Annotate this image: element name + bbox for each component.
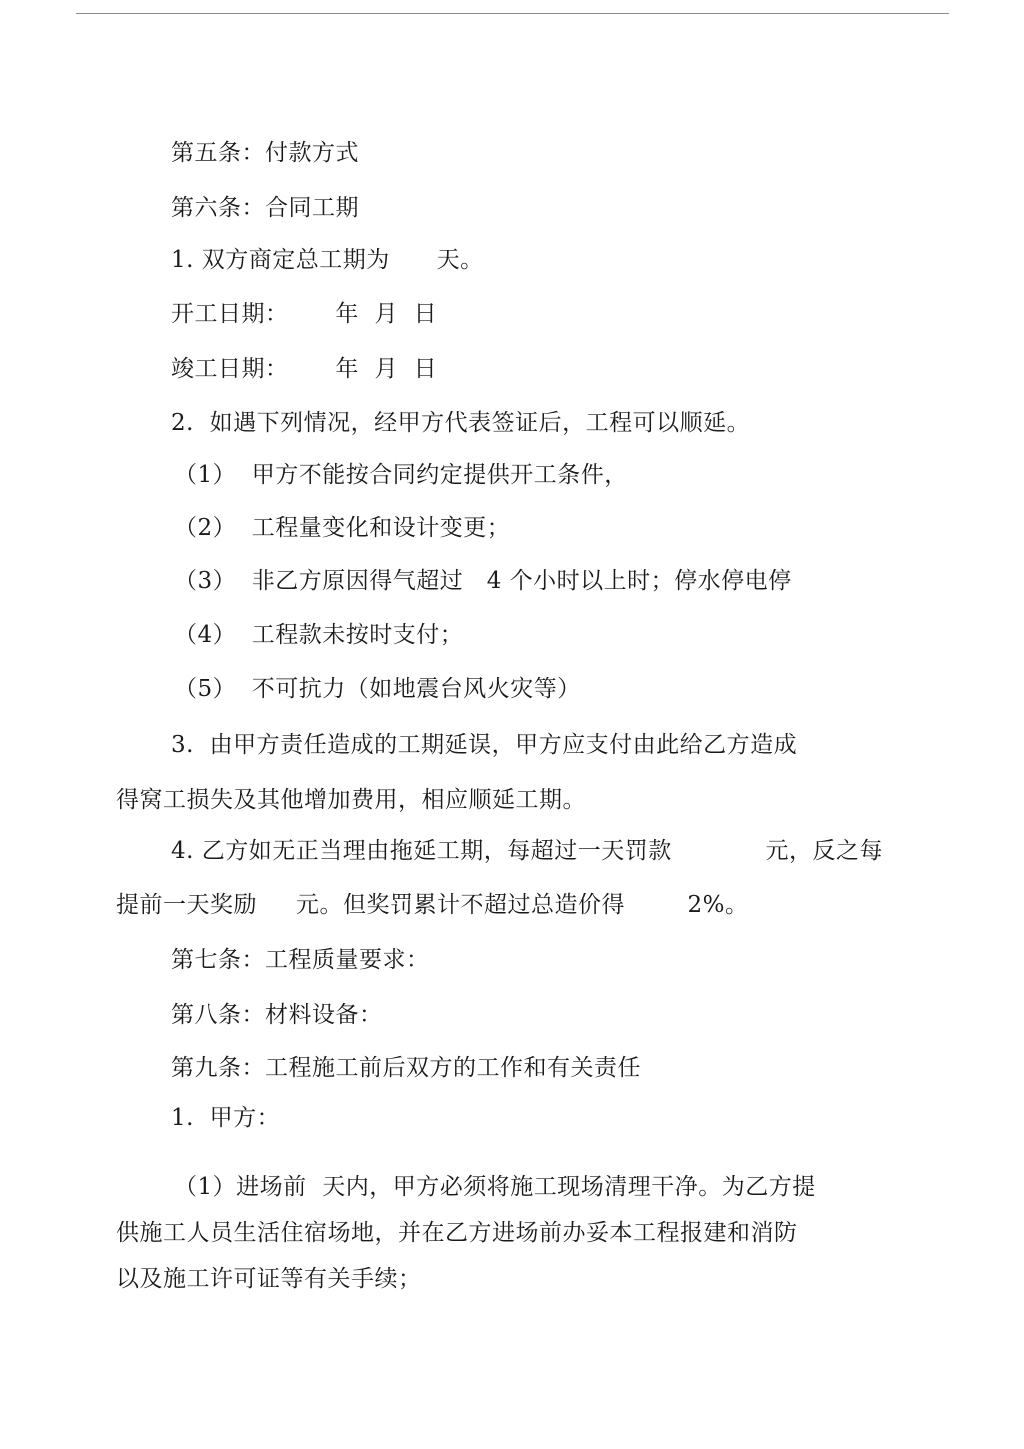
party-a-duty-1-line-2: 供施工人员生活住宿场地，并在乙方进场前办妥本工程报建和消防 [116, 1220, 798, 1246]
condition-item-3: （3） 非乙方原因得气超过 4 个小时以上时；停水停电停 [174, 568, 792, 594]
condition-item-1: （1） 甲方不能按合同约定提供开工条件， [174, 462, 628, 488]
start-date-line: 开工日期： 年 月 日 [171, 301, 438, 327]
delay-responsibility-line-1: 3. 由甲方责任造成的工期延误，甲方应支付由此给乙方造成 [171, 732, 798, 758]
delay-responsibility-line-2: 得窝工损失及其他增加费用，相应顺延工期。 [116, 787, 586, 813]
penalty-line-1: 4. 乙方如无正当理由拖延工期，每超过一天罚款 元，反之每 [171, 838, 883, 864]
article-9-heading: 第九条：工程施工前后双方的工作和有关责任 [171, 1055, 641, 1081]
total-duration-line: 1. 双方商定总工期为 天。 [171, 247, 484, 273]
condition-item-5: （5） 不可抗力（如地震台风火灾等） [174, 676, 581, 702]
article-7-heading: 第七条：工程质量要求： [171, 947, 430, 973]
party-a-duty-1-line-3: 以及施工许可证等有关手续； [116, 1266, 422, 1292]
party-a-duty-1-line-1: （1）进场前 天内，甲方必须将施工现场清理干净。为乙方提 [174, 1174, 816, 1200]
article-6-heading: 第六条：合同工期 [171, 195, 359, 221]
extension-conditions-line: 2. 如遇下列情况，经甲方代表签证后，工程可以顺延。 [171, 410, 751, 436]
header-rule [76, 13, 949, 14]
penalty-line-2: 提前一天奖励 元。但奖罚累计不超过总造价得 2%。 [116, 892, 749, 918]
completion-date-line: 竣工日期： 年 月 日 [171, 356, 438, 382]
condition-item-4: （4） 工程款未按时支付； [174, 622, 464, 648]
article-8-heading: 第八条：材料设备： [171, 1002, 383, 1028]
party-a-heading: 1. 甲方： [171, 1105, 281, 1131]
condition-item-2: （2） 工程量变化和设计变更； [174, 515, 511, 541]
article-5-heading: 第五条：付款方式 [171, 140, 359, 166]
